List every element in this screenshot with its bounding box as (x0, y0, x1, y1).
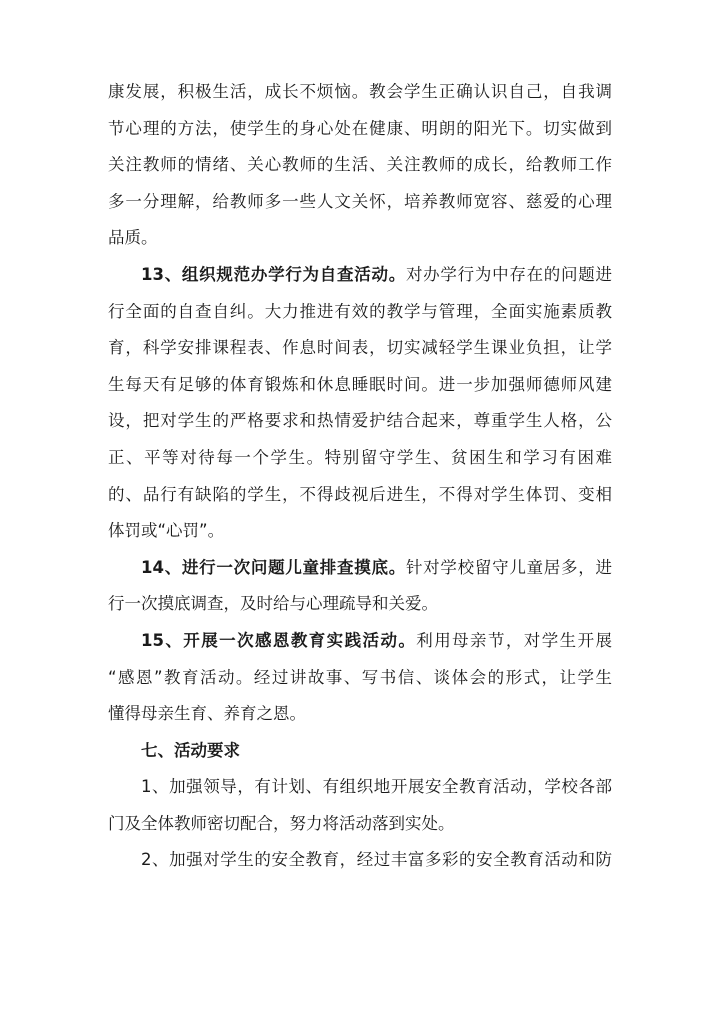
document-body (108, 74, 612, 879)
text-line: 懂得母亲生育、养育之恩。 (108, 704, 306, 724)
text-line: 行一次摸底调查，及时给与心理疏导和关爱。 (108, 594, 438, 614)
text-line: 正、平等对待每一个学生。特别留守学生、贫困生和学习有困难 (108, 447, 612, 467)
text-line: “感恩”教育活动。经过讲故事、写书信、谈体会的形式，让学生 (108, 667, 612, 687)
text-line: 体罚或“心罚”。 (108, 521, 225, 541)
item-14-text: 针对学校留守儿童居多，进 (405, 557, 612, 577)
text-line: 行全面的自查自纠。大力推进有效的教学与管理，全面实施素质教 (108, 301, 612, 321)
text-line: 设，把对学生的严格要求和热情爱护结合起来，尊重学生人格，公 (108, 411, 612, 431)
requirement-1-first-line: 1、加强领导，有计划、有组织地开展安全教育活动，学校各部 (141, 777, 612, 797)
text-line: 的、品行有缺陷的学生，不得歧视后进生，不得对学生体罚、变相 (108, 484, 612, 504)
text-line: 生每天有足够的体育锻炼和休息睡眠时间。进一步加强师德师风建 (108, 374, 612, 394)
text-line: 康发展，积极生活，成长不烦恼。教会学生正确认识自己，自我调 (108, 82, 612, 101)
text-line: 品质。 (108, 228, 158, 248)
item-15-text: 利用母亲节，对学生开展 (416, 630, 612, 650)
section-heading: 七、活动要求 (141, 740, 240, 760)
text-line: 节心理的方法，使学生的身心处在健康、明朗的阳光下。切实做到 (108, 118, 612, 138)
item-15-heading: 15、开展一次感恩教育实践活动。 (141, 630, 417, 650)
item-15-first-line (108, 623, 612, 660)
item-13-first-line (108, 257, 612, 294)
item-13-text: 对办学行为中存在的问题进 (405, 264, 612, 284)
item-14-first-line (108, 550, 612, 587)
text-line: 门及全体教师密切配合，努力将活动落到实处。 (108, 813, 455, 833)
requirement-2-first-line: 2、加强对学生的安全教育，经过丰富多彩的安全教育活动和防 (141, 850, 612, 870)
item-13-heading: 13、组织规范办学行为自查活动。 (141, 264, 406, 284)
text-line: 多一分理解，给教师多一些人文关怀，培养教师宽容、慈爱的心理 (108, 191, 612, 211)
text-line: 育，科学安排课程表、作息时间表，切实减轻学生课业负担，让学 (108, 338, 612, 358)
item-14-heading: 14、进行一次问题儿童排查摸底。 (141, 557, 406, 577)
text-line: 关注教师的情绪、关心教师的生活、关注教师的成长，给教师工作 (108, 155, 612, 175)
